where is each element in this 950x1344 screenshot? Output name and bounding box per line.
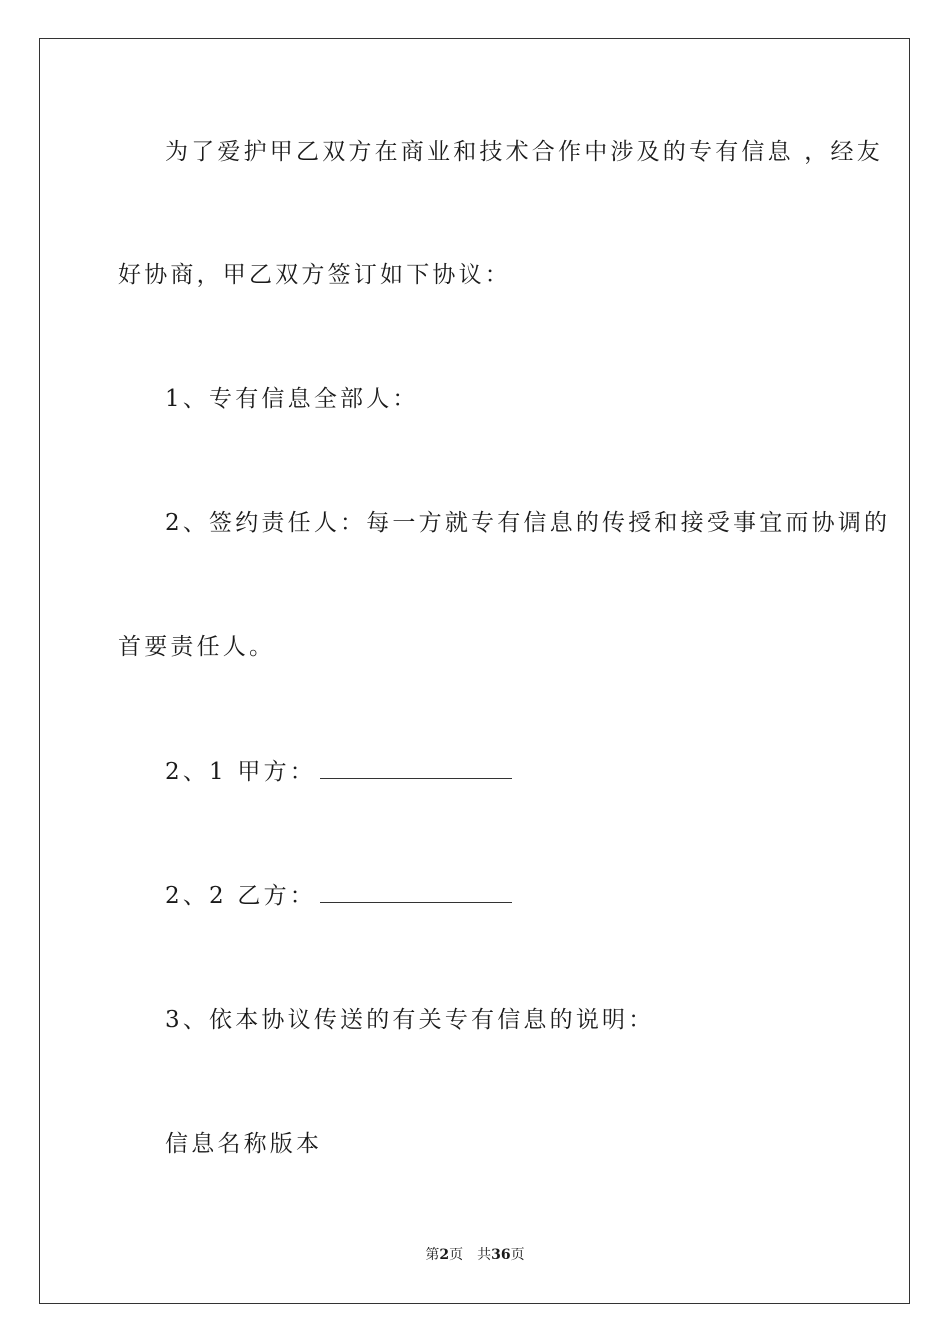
page-suffix: 页 — [449, 1247, 464, 1263]
clause-2-1-party-a — [165, 757, 512, 787]
clause-3-description: 3、依本协议传送的有关专有信息的说明： — [165, 1007, 655, 1033]
page-number: 2 — [439, 1247, 450, 1263]
total-prefix: 共 — [477, 1247, 492, 1263]
party-b-blank — [320, 882, 512, 903]
info-table-header: 信息名称版本 — [165, 1131, 323, 1157]
clause-2-line-2: 首要责任人。 — [118, 634, 276, 660]
clause-1-owner: 1、专有信息全部人： — [165, 386, 419, 412]
party-a-label: 2、1 甲方： — [165, 759, 316, 785]
paragraph-intro-line-1: 为了爱护甲乙双方在商业和技术合作中涉及的专有信息 ，经友 — [165, 139, 883, 165]
page-footer — [0, 1245, 950, 1265]
clause-2-2-party-b — [165, 881, 512, 911]
total-pages: 36 — [491, 1247, 511, 1263]
page-prefix: 第 — [425, 1247, 440, 1263]
clause-2-line-1: 2、签约责任人：每一方就专有信息的传授和接受事宜而协调的 — [165, 510, 891, 536]
party-b-label: 2、2 乙方： — [165, 883, 316, 909]
total-suffix: 页 — [510, 1247, 525, 1263]
paragraph-intro-line-2: 好协商，甲乙双方签订如下协议： — [118, 262, 511, 288]
page-border — [39, 38, 910, 1304]
party-a-blank — [320, 758, 512, 779]
